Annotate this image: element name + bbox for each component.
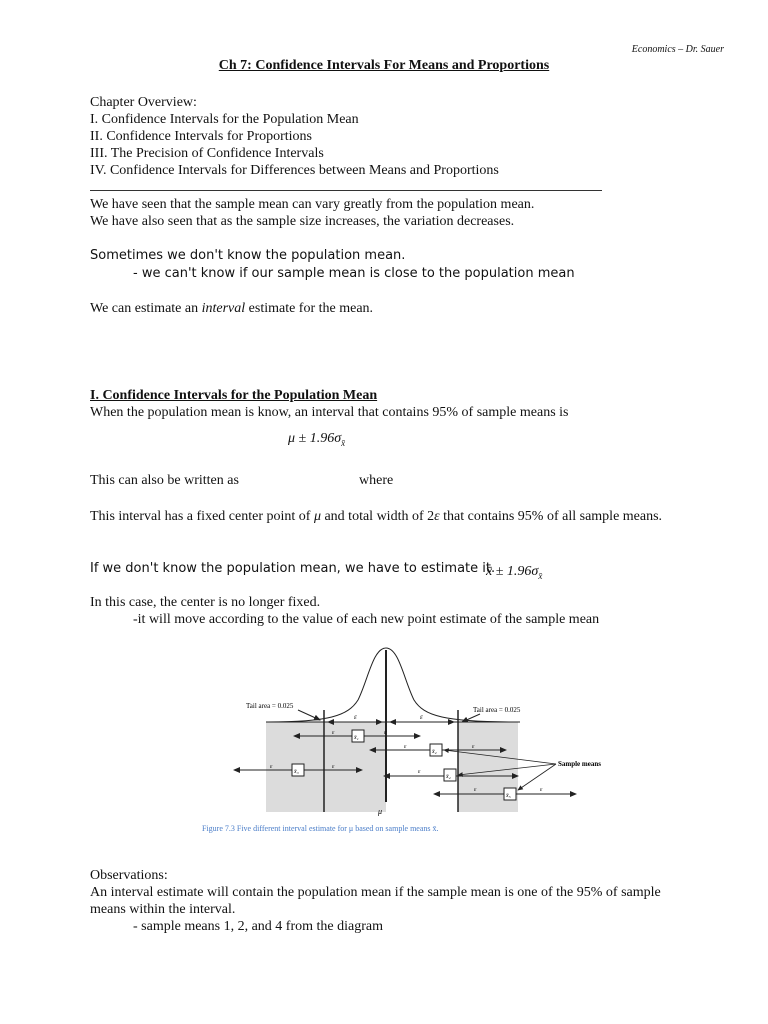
epsilon-label: ε xyxy=(420,713,423,721)
observation-line: means within the interval. xyxy=(90,902,236,917)
epsilon-label: ε xyxy=(384,730,387,736)
intro-line: We have also seen that as the sample size increases, the variation decreases. xyxy=(90,214,515,229)
epsilon-label: ε xyxy=(472,744,475,750)
observation-line: An interval estimate will contain the population mean if the sample mean is one of the 95% of sample xyxy=(90,885,661,900)
paragraph: -it will move according to the value of each new point estimate of the sample mean xyxy=(133,612,600,627)
tail-left-pointer xyxy=(298,710,320,720)
paragraph: This can also be written as xyxy=(90,473,239,488)
figure-caption: Figure 7.3 Five different interval estimate for μ based on sample means x̄. xyxy=(202,824,439,833)
epsilon-label: ε xyxy=(332,730,335,736)
divider-line xyxy=(90,190,602,191)
sample-mean-label: x̄₂ xyxy=(432,749,437,755)
paragraph: where xyxy=(359,473,394,488)
observations-heading: Observations: xyxy=(90,868,168,883)
confidence-interval-figure xyxy=(228,640,601,825)
overview-item: II. Confidence Intervals for Proportions xyxy=(90,129,312,144)
epsilon-label: ε xyxy=(332,764,335,770)
sample-means-label: Sample means xyxy=(558,760,601,768)
epsilon-label: ε xyxy=(270,764,273,770)
sample-mean-label: x̄₃ xyxy=(294,769,299,775)
tail-area-left-label: Tail area = 0.025 xyxy=(246,702,294,710)
epsilon-label: ε xyxy=(474,787,477,793)
epsilon-label: ε xyxy=(354,713,357,721)
overview-item: I. Confidence Intervals for the Population Mean xyxy=(90,112,359,127)
epsilon-label: ε xyxy=(418,769,421,775)
sample-mean-label: x̄₁ xyxy=(354,735,359,741)
overview-item: III. The Precision of Confidence Intervals xyxy=(90,146,324,161)
mu-label: μ xyxy=(378,807,383,816)
formula-known-mean: $\mu \pm 1.96\sigma_{x̄}$ xyxy=(288,431,346,448)
sample-mean-label: x̄₅ xyxy=(506,793,511,799)
paragraph: When the population mean is know, an interval that contains 95% of sample means is xyxy=(90,405,569,420)
intro-line: We have seen that the sample mean can vary greatly from the population mean. xyxy=(90,197,535,212)
epsilon-label: ε xyxy=(404,744,407,750)
paragraph: This interval has a fixed center point of μ and total width of 2ε that contains 95% of all sample means. xyxy=(90,509,663,524)
sample-mean-label: x̄₄ xyxy=(446,774,451,780)
section-heading: I. Confidence Intervals for the Population Mean xyxy=(90,388,378,403)
intro-line: Sometimes we don't know the population mean. xyxy=(90,248,406,263)
page-title: Ch 7: Confidence Intervals For Means and Proportions xyxy=(218,58,550,73)
tail-area-right-label: Tail area = 0.025 xyxy=(473,706,521,714)
paragraph: In this case, the center is no longer fixed. xyxy=(90,595,321,610)
overview-item: IV. Confidence Intervals for Differences between Means and Proportions xyxy=(90,163,499,178)
epsilon-label: ε xyxy=(540,787,543,793)
observation-line: - sample means 1, 2, and 4 from the diagram xyxy=(133,919,383,934)
course-note: Economics – Dr. Sauer xyxy=(631,44,724,55)
intro-line: We can estimate an interval estimate for the mean. xyxy=(90,301,374,316)
paragraph: If we don't know the population mean, we have to estimate it. xyxy=(90,561,496,576)
intro-line: - we can't know if our sample mean is close to the population mean xyxy=(133,266,575,281)
formula-estimated-mean: x̄ ± $1.96\sigma_{x̄}$ xyxy=(486,564,543,581)
overview-heading: Chapter Overview: xyxy=(90,95,197,110)
